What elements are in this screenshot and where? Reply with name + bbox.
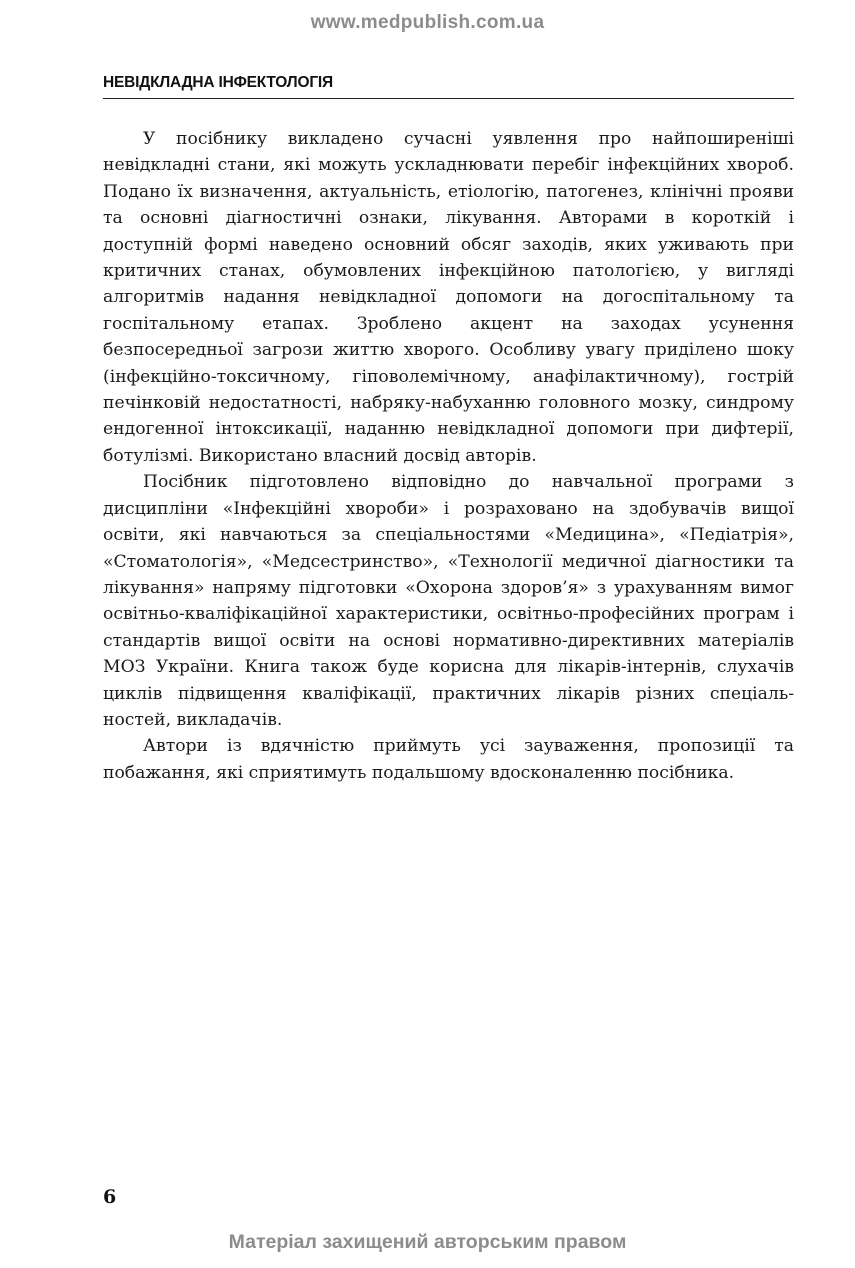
header-divider (103, 98, 794, 99)
paragraph-2: Посібник підготовлено відповідно до навчальної програми з дисципліни «Інфекційні хвороби» і розраховано на здобувачів вищої освіти, які навчаються за спеціальностями «Медицина», «Педіатрія», «Стоматологія», «Медсестринство», «Технології медичної діагностики та лікування» напряму підготовки «Охорона здоров’я» з урахуванням вимог освітньо-кваліфікаційної характеристики, освітньо-професійних програм і стандартів вищої освіти на основі нормативно-директивних матеріалів МОЗ України. Книга також буде корисна для лікарів-інтернів, слухачів циклів підвищення кваліфікації, практичних лікарів різних спеціальностей, викладачів. (103, 472, 794, 730)
running-head: НЕВІДКЛАДНА ІНФЕКТОЛОГІЯ (103, 74, 333, 91)
body-text (103, 126, 794, 786)
page-number: 6 (103, 1186, 117, 1208)
copyright-note: Матеріал захищений авторським правом (228, 1231, 627, 1253)
paragraph-1: У посібнику викладено сучасні уявлення про найпоширеніші невідкладні стани, які можуть ускладнювати перебіг інфекційних хвороб. Подано їх визначення, актуальність, етіологію, патогенез, клінічні прояви та основні діагностичні ознаки, лікування. Авторами в короткій і доступній формі наведено основний обсяг заходів, яких уживають при критичних станах, обумовлених інфекційною патологією, у вигляді алгоритмів надання невідкладної допомоги на догоспітальному та госпітальному етапах. Зроблено акцент на заходах усунення безпосередньої загрози життю хворого. Особливу увагу приділено шоку (інфекційно-токсичному, гіповолемічному, анафілактичному), гострій печінковій недостатності, набряку-набуханню головного мозку, синдрому ендогенної інтоксикації, наданню невідкладної допомоги при дифтерії, ботулізмі. Використано власний досвід авторів. (103, 129, 794, 466)
site-url: www.medpublish.com.ua (310, 12, 545, 33)
paragraph-3: Автори із вдячністю приймуть усі зауваження, пропозиції та побажання, які сприятимуть подальшому вдосконаленню посібника. (103, 736, 794, 783)
